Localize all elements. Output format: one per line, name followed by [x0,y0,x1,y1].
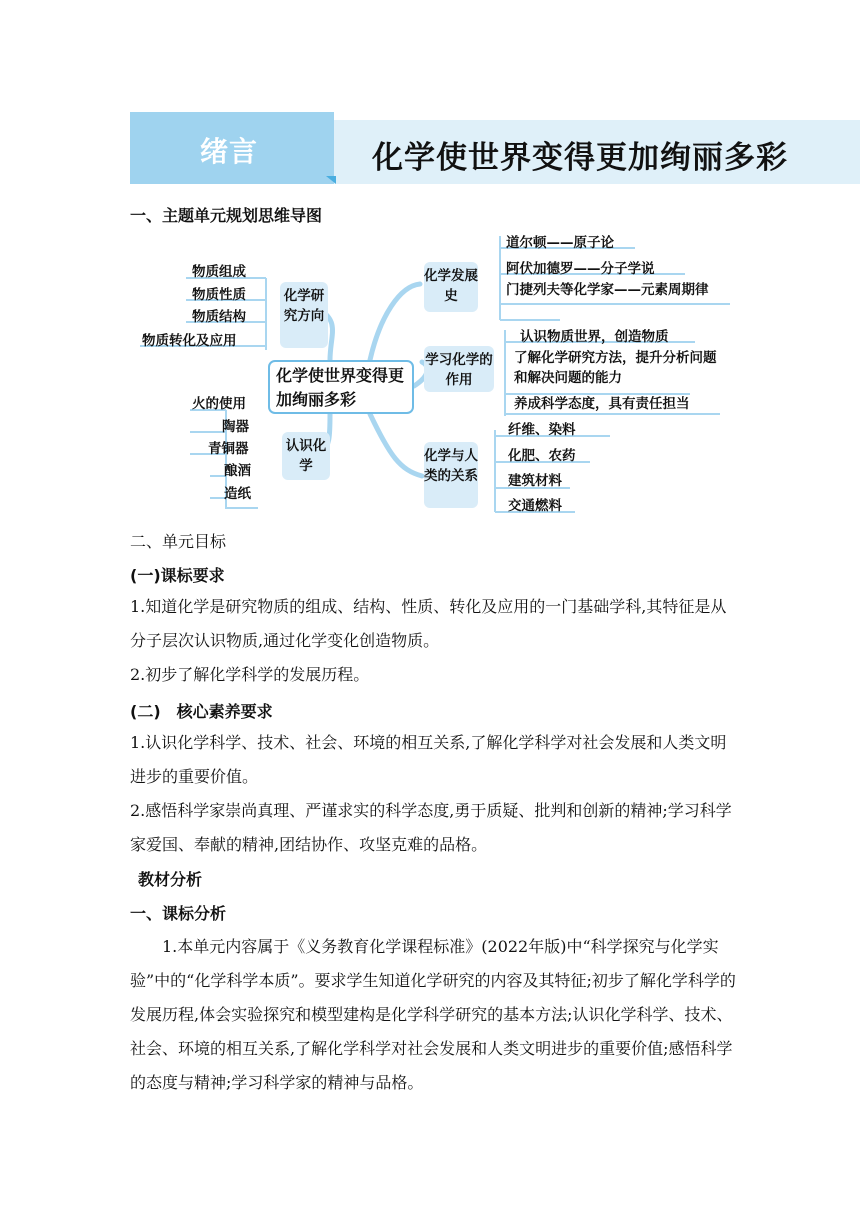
understand-item: 青铜器 [208,441,249,457]
section1-title: 一、主题单元规划思维导图 [130,206,323,225]
life-item: 化肥、农药 [508,448,576,464]
life-item: 建筑材料 [508,473,562,489]
title-banner [130,112,860,184]
banner-left [130,112,334,184]
branch-history: 化学发展史 [424,262,478,312]
understand-item: 陶器 [222,419,249,435]
life-item: 交通燃料 [508,498,562,514]
branch-life: 化学与人类的关系 [424,442,478,508]
understand-item: 酿酒 [224,463,251,479]
research-item: 物质组成 [192,264,246,280]
mind-map [130,226,730,516]
goal1-p2: 2.初步了解化学科学的发展历程。 [130,665,370,684]
understand-item: 造纸 [224,486,251,502]
banner-left-text: 绪言 [200,135,259,168]
goal1-p1: 1.知道化学是研究物质的组成、结构、性质、转化及应用的一门基础学科,其特征是从分子层次认识物质,通过化学变化创造物质。 [130,597,727,650]
section3-p1: 1.本单元内容属于《义务教育化学课程标准》(2022年版)中“科学探究与化学实验”中的“化学科学本质”。要求学生知道化学研究的内容及其特征;初步了解化学科学的发展历程,体会实验探究和模型建构是化学科学研究的基本方法;认识化学科学、技术、社会、环境的相互关系,了解化学科学对社会发展和人类文明进步的重要价值;感悟科学的态度与精神;学习科学家的精神与品格。 [130,937,736,1092]
understand-item: 火的使用 [192,396,246,412]
section3-title: 一、课标分析 [130,904,227,923]
history-item: 阿伏加德罗——分子学说 [506,261,655,277]
banner-right [334,120,860,184]
research-item: 物质转化及应用 [142,333,237,349]
role-item: 认识物质世界，创造物质 [520,329,669,345]
banner-tab [326,176,336,184]
section2-title: 二、单元目标 [130,532,227,551]
goal2-p2: 2.感悟科学家崇尚真理、严谨求实的科学态度,勇于质疑、批判和创新的精神;学习科学家爱国、奉献的精神,团结协作、攻坚克难的品格。 [130,801,732,854]
analysis-title: 教材分析 [138,870,203,889]
life-item: 纤维、染料 [508,422,576,438]
goal1-title: (一)课标要求 [130,566,225,585]
history-item: 道尔顿——原子论 [506,235,614,251]
goal2-title: (二) 核心素养要求 [130,702,273,721]
role-item: 养成科学态度，具有责任担当 [514,396,690,412]
branch-understand: 认识化学 [282,432,330,480]
role-item: 了解化学研究方法，提升分析问题和解决问题的能力 [514,350,717,386]
branch-role: 学习化学的作用 [424,346,494,392]
research-item: 物质性质 [192,287,246,303]
research-item: 物质结构 [192,309,246,325]
goal2-p1: 1.认识化学科学、技术、社会、环境的相互关系,了解化学科学对社会发展和人类文明进步的重要价值。 [130,733,727,786]
mind-map-center: 化学使世界变得更加绚丽多彩 [268,360,414,414]
branch-research: 化学研究方向 [280,282,328,348]
page-title: 化学使世界变得更加绚丽多彩 [372,140,788,176]
history-item: 门捷列夫等化学家——元素周期律 [506,282,709,298]
